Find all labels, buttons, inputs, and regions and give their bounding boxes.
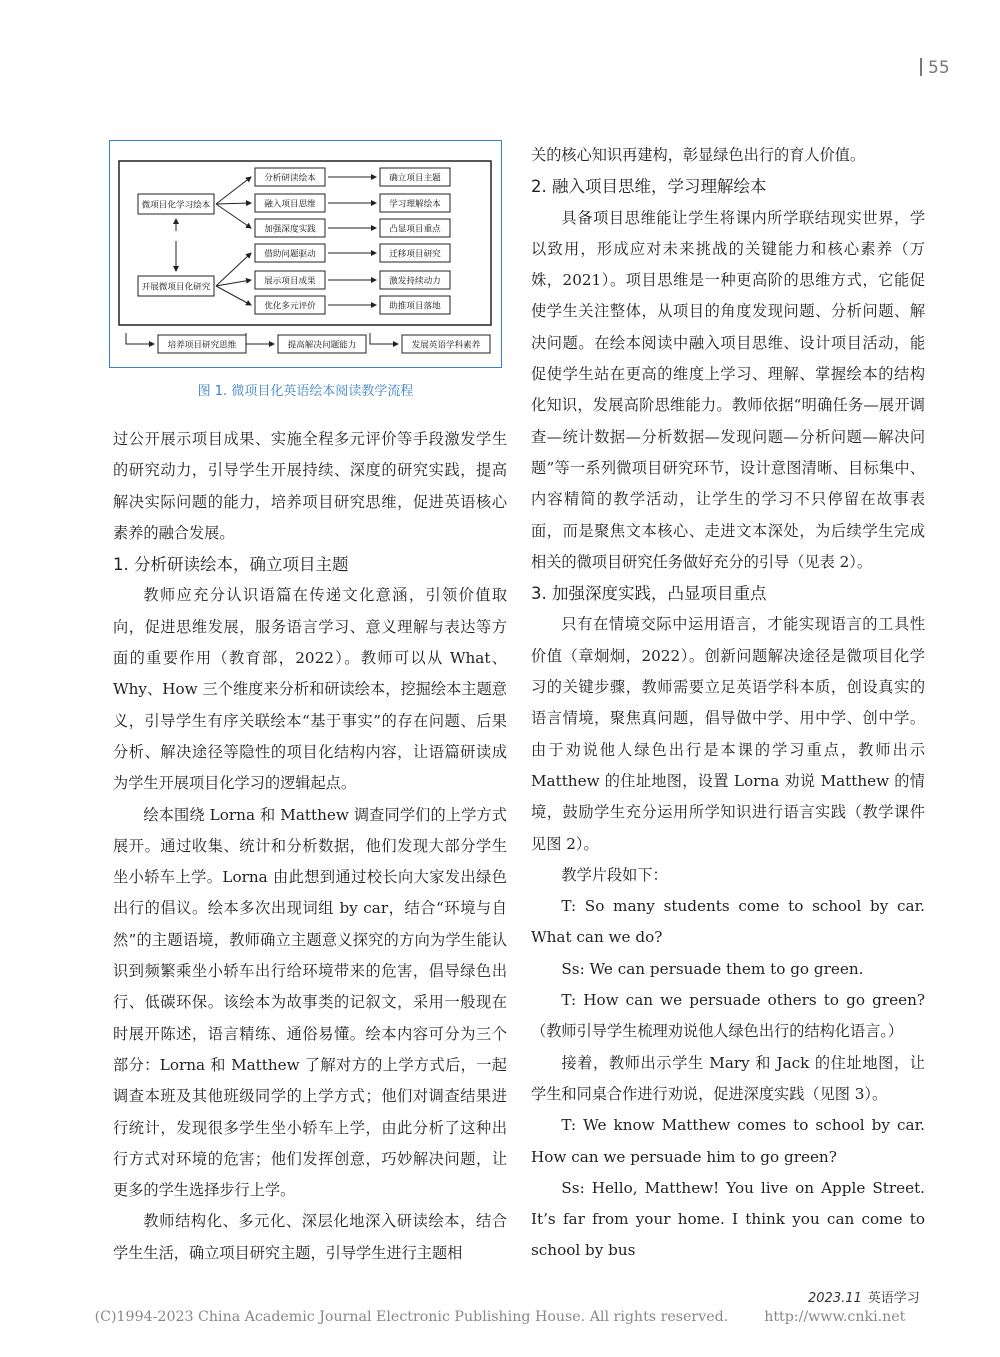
paragraph: 具备项目思维能让学生将课内所学联结现实世界，学以致用，形成应对未来挑战的关键能力和核心素养（万姝，2021）。项目思维是一种更高阶的思维方式，它能促使学生关注整体，从项目的角度发现问题、分析问题、解决问题。在绘本阅读中融入项目思维、设计项目活动，能促使学生站在更高的维度上学习、理解、掌握绘本的结构化知识，发展高阶思维能力。教师依据“明确任务—展开调查—统计数据—分析数据—发现问题—分析问题—解决问题”等一系列微项目研究环节，设计意图清晰、目标集中、内容精简的教学活动，让学生的学习不只停留在故事表面，而是聚焦文本核心、走进文本深处，为后续学生完成相关的微项目研究任务做好充分的引导（见表 2）。 [531, 208, 925, 571]
flow-node-middle [255, 296, 325, 314]
flow-arrow [216, 286, 251, 305]
section-heading: 1. 分析研读绘本，确立项目主题 [113, 555, 349, 575]
svg-text:优化多元评价: 优化多元评价 [264, 301, 316, 312]
svg-text:开展微项目化研究: 开展微项目化研究 [141, 282, 211, 293]
copyright-text: (C)1994-2023 China Academic Journal Electronic Publishing House. All rights reserved. [94, 1309, 729, 1325]
paragraph: 关的核心知识再建构，彰显绿色出行的育人价值。 [531, 146, 866, 164]
flow-node-bottom [158, 335, 246, 353]
flow-arrow [216, 177, 251, 204]
svg-text:发展英语学科素养: 发展英语学科素养 [411, 340, 481, 351]
paragraph: T: So many students come to school by car. What can we do? [531, 897, 925, 947]
copyright-line [0, 1309, 1000, 1325]
paragraph: T: How can we persuade others to go green?（教师引导学生梳理劝说他人绿色出行的结构化语言。） [531, 991, 925, 1041]
section-heading: 3. 加强深度实践，凸显项目重点 [531, 584, 767, 604]
section-heading: 2. 融入项目思维，学习理解绘本 [531, 177, 767, 197]
flow-node-middle [255, 271, 325, 289]
svg-text:加强深度实践: 加强深度实践 [264, 224, 316, 235]
flow-node-middle [255, 244, 325, 262]
flow-node-middle [255, 219, 325, 237]
flow-arrow [216, 204, 251, 228]
bottom-arrow [126, 333, 154, 344]
flowchart-svg [110, 141, 501, 367]
svg-text:激发持续动力: 激发持续动力 [389, 276, 441, 287]
svg-text:培养项目研究思维: 培养项目研究思维 [167, 340, 237, 351]
right-column [531, 140, 925, 1267]
cnki-url: http://www.cnki.net [764, 1309, 906, 1325]
svg-text:迁移项目研究: 迁移项目研究 [389, 249, 441, 260]
journal-name: 英语学习 [867, 1291, 920, 1306]
figure-caption: 图 1. 微项目化英语绘本阅读教学流程 [197, 384, 414, 399]
svg-text:融入项目思维: 融入项目思维 [264, 199, 316, 210]
flow-node-middle [255, 168, 325, 186]
svg-text:展示项目成果: 展示项目成果 [264, 276, 316, 287]
svg-text:提高解决问题能力: 提高解决问题能力 [287, 340, 357, 351]
flow-node-middle [255, 194, 325, 212]
paragraph: 教学片段如下： [561, 865, 668, 884]
svg-text:分析研读绘本: 分析研读绘本 [264, 173, 316, 184]
flow-node-right [380, 219, 450, 237]
paragraph: 教师结构化、多元化、深层化地深入研读绘本，结合学生生活，确立项目研究主题，引导学生进行主题相 [113, 1212, 507, 1262]
flow-node-right [380, 244, 450, 262]
flow-node-bottom [402, 335, 490, 353]
paragraph: Ss: We can persuade them to go green. [561, 959, 864, 978]
flow-node-bottom [278, 335, 366, 353]
svg-text:学习理解绘本: 学习理解绘本 [389, 199, 441, 210]
bottom-arrow [246, 333, 274, 344]
flow-node-left-top [138, 194, 214, 214]
flow-node-right [380, 296, 450, 314]
paragraph: 接着，教师出示学生 Mary 和 Jack 的住址地图，让学生和同桌合作进行劝说，促进深度实践（见图 3）。 [531, 1053, 925, 1103]
flow-arrow [216, 203, 251, 204]
paragraph: 只有在情境交际中运用语言，才能实现语言的工具性价值（章炯炯，2022）。创新问题解决途径是微项目化学习的关键步骤，教师需要立足英语学科本质，创设真实的语言情境，聚焦真问题，倡导做中学、用中学、创中学。由于劝说他人绿色出行是本课的学习重点，教师出示 Matthew 的住址地图，设置 Lorna 劝说 Matthew 的情境，鼓励学生充分运用所学知识进行语言实践（教学课件见图 2）。 [531, 615, 925, 853]
paragraph: T: We know Matthew comes to school by car. How can we persuade him to go green? [531, 1116, 925, 1166]
flow-node-left-bottom [138, 276, 214, 296]
flow-node-right [380, 168, 450, 186]
paragraph: 教师应充分认识语篇在传递文化意涵，引领价值取向，促进思维发展，服务语言学习、意义理解与表达等方面的重要作用（教育部，2022）。教师可以从 What、Why、How 三个维度来分析和研读绘本，挖掘绘本主题意义，引导学生有序关联绘本“基于事实”的存在问题、后果分析、解决途径等隐性的项目化结构内容，让语篇研读成为学生开展项目化学习的逻辑起点。 [113, 586, 507, 793]
svg-text:助推项目落地: 助推项目落地 [389, 301, 441, 312]
left-column [113, 424, 507, 1269]
bottom-arrow [370, 333, 398, 344]
flow-node-right [380, 194, 450, 212]
svg-text:凸显项目重点: 凸显项目重点 [389, 224, 441, 235]
paragraph: 绘本围绕 Lorna 和 Matthew 调查同学们的上学方式展开。通过收集、统计和分析数据，他们发现大部分学生坐小轿车上学。Lorna 由此想到通过校长向大家发出绿色出行的倡议。绘本多次出现词组 by car，结合“环境与自然”的主题语境，教师确立主题意义探究的方向为学生能认识到频繁乘坐小轿车出行给环境带来的危害，倡导绿色出行、低碳环保。该绘本为故事类的记叙文，采用一般现在时展开陈述，语言精练、通俗易懂。绘本内容可分为三个部分：Lorna 和 Matthew 了解对方的上学方式后，一起调查本班及其他班级同学的上学方式；他们对调查结果进行统计，发现很多学生坐小轿车上学，由此分析了这种出行方式对环境的危害；他们发挥创意，巧妙解决问题，让更多的学生选择步行上学。 [113, 805, 507, 1200]
svg-text:确立项目主题: 确立项目主题 [389, 173, 441, 184]
issue-year: 2023.11 [808, 1291, 862, 1306]
page-footer [808, 1287, 920, 1306]
figure-1-flowchart [109, 140, 502, 368]
page-number: 55 [920, 58, 950, 78]
svg-text:借助问题驱动: 借助问题驱动 [264, 249, 316, 260]
paragraph: Ss: Hello, Matthew! You live on Apple Street. It’s far from your home. I think you can come to school by bus [531, 1178, 925, 1260]
svg-text:微项目化学习绘本: 微项目化学习绘本 [141, 200, 211, 211]
flow-node-right [380, 271, 450, 289]
paragraph: 过公开展示项目成果、实施全程多元评价等手段激发学生的研究动力，引导学生开展持续、深度的研究实践，提高解决实际问题的能力，培养项目研究思维，促进英语核心素养的融合发展。 [113, 430, 507, 542]
